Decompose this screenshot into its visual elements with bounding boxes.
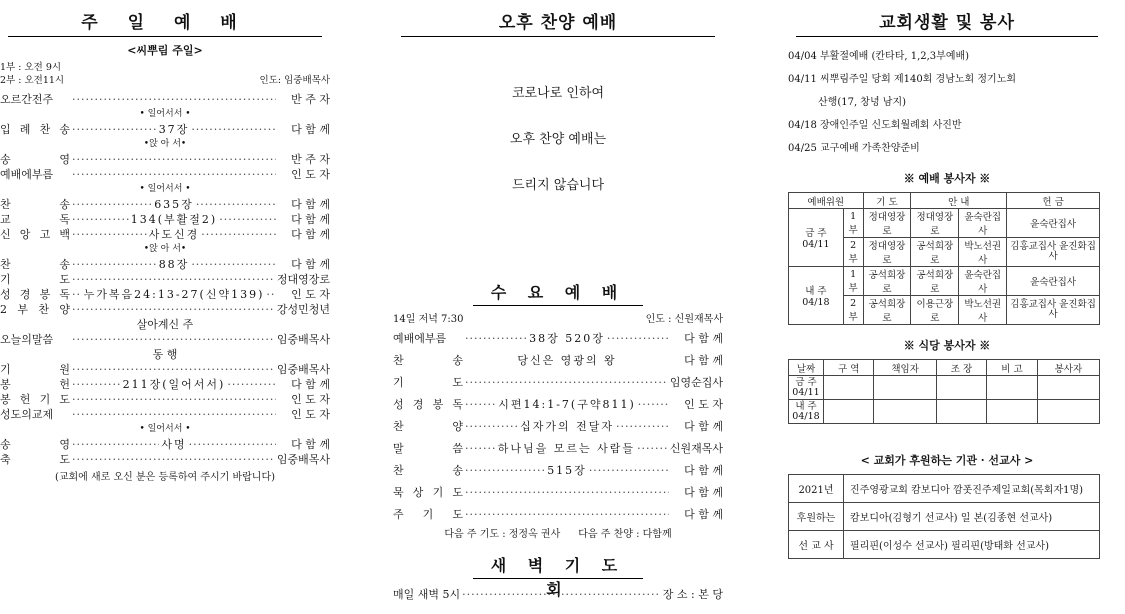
order-item [0, 227, 330, 242]
order-item-label: 기 도 [0, 273, 70, 286]
sunday-subtitle: <씨뿌림 주일> [127, 44, 203, 57]
order-item-label: 2 부 찬 양 [0, 303, 70, 316]
order-item-label: 찬 송 [393, 354, 463, 367]
order-item-person: 다 함 께 [684, 332, 723, 345]
wh-0: 예배위원 [789, 193, 864, 209]
mission-label: 2021년 [789, 475, 844, 503]
order-item-person: 다 함 께 [684, 420, 724, 433]
order-item [0, 152, 330, 167]
order-item-person: 임중배목사 [276, 363, 330, 376]
order-item-detail: 38장 520장 [529, 332, 605, 345]
next-praise: 다음 주 찬양 : 다함께 [578, 529, 672, 540]
posture-note: • 일어서서 • [139, 424, 191, 434]
order-item-label: 신 앙 고 백 [0, 228, 70, 241]
order-item-label: 찬 송 [0, 258, 70, 271]
order-item-person: 반 주 자 [291, 153, 330, 166]
afternoon-msg-3: 드리지 않습니다 [511, 178, 605, 193]
meal-cell [1037, 376, 1099, 400]
wr-cell: 이용근장로 [911, 296, 959, 325]
order-item-person: 정대영장로 [276, 273, 330, 286]
order-item [393, 350, 723, 372]
order-item-detail: 당신은 영광의 왕 [517, 354, 617, 367]
mission-title: < 교회가 후원하는 기관 · 선교사 > [860, 454, 1034, 467]
order-item-person: 반 주 자 [291, 93, 330, 106]
order-item-label: 기 도 [393, 376, 463, 389]
order-item-detail: 211장(일어서서) [122, 378, 226, 391]
meal-cell [1037, 400, 1099, 424]
order-item [393, 504, 723, 526]
order-item [0, 287, 330, 302]
order-item-detail: 시편14:1-7(구약811) [498, 398, 636, 411]
order-item [0, 197, 330, 212]
dawn-time: 매일 새벽 5시 [393, 588, 461, 601]
order-item-person: 다 함 께 [291, 258, 330, 271]
meal-cell [987, 376, 1037, 400]
order-item-person: 임중배목사 [276, 333, 330, 346]
order-item-label: 입 례 찬 송 [0, 123, 70, 136]
order-item-label: 예배에부름 [393, 332, 447, 345]
order-item [0, 302, 330, 317]
wr-cell: 박노선권사 [959, 296, 1007, 325]
order-item [0, 377, 330, 392]
wr-cell: 김홍교집사 윤진화집사 [1007, 296, 1100, 325]
wr-cell: 공석희장로 [863, 296, 911, 325]
order-item-person: 임영순집사 [669, 376, 723, 389]
order-item [393, 482, 723, 504]
meal-cell [874, 376, 936, 400]
order-item [393, 438, 723, 460]
order-item [0, 392, 330, 407]
order-item-label: 축 도 [0, 453, 70, 466]
order-item-label: 성 경 봉 독 [393, 398, 463, 411]
event-2: 산행(17, 창녕 남지) [818, 97, 907, 108]
order-item [393, 372, 723, 394]
wednesday-title: 수 요 예 배 [473, 281, 643, 306]
afternoon-column [393, 0, 723, 614]
meal-cell [936, 376, 986, 400]
order-item-person: 다 함 께 [684, 354, 723, 367]
order-item-label: 송 영 [0, 438, 70, 451]
mh-3: 조 장 [936, 360, 986, 376]
order-item-label: 봉 헌 기 도 [0, 393, 70, 406]
order-item-label: 오르간전주 [0, 93, 54, 106]
order-item-person: 다 함 께 [684, 464, 723, 477]
order-item-label: 성 경 봉 독 [0, 288, 70, 301]
order-item-label: 찬 양 [393, 420, 463, 433]
order-item [0, 437, 330, 452]
order-item-label: 송 영 [0, 153, 70, 166]
posture-note: • 일어서서 • [139, 109, 191, 119]
event-1: 04/11 씨뿌림주일 당회 제140회 경남노회 정기노회 [788, 74, 1017, 85]
order-item-detail: 635장 [154, 198, 194, 211]
sermon-title: 살아계신 주 [136, 318, 194, 331]
mission-text: 캄보디아(김형기 선교사) 일 본(김종현 선교사) [844, 503, 1100, 531]
wr-cell: 2부 [843, 238, 863, 267]
mh-5: 봉사자 [1037, 360, 1099, 376]
wr-date-0: 금 주 04/11 [789, 209, 844, 267]
order-item-person: 다 함 께 [684, 508, 723, 521]
order-item-label: 말 씀 [393, 442, 463, 455]
order-item [0, 92, 330, 107]
order-item-label: 봉 헌 [0, 378, 70, 391]
wr-cell: 1부 [843, 209, 863, 238]
order-item [0, 452, 330, 467]
order-item [393, 328, 723, 350]
sermon-title: 동 행 [152, 348, 178, 361]
order-item [393, 460, 723, 482]
wr-cell: 공석희장로 [911, 238, 959, 267]
wr-cell: 윤숙란집사 [959, 209, 1007, 238]
wednesday-time: 14일 저녁 7:30 [393, 314, 464, 325]
order-item-detail: 십자가의 전달자 [520, 420, 614, 433]
order-item-detail: 515장 [547, 464, 587, 477]
order-item-detail: 134(부활절2) [130, 213, 218, 226]
order-item-person: 다 함 께 [684, 486, 723, 499]
order-item-label: 묵 상 기 도 [393, 486, 463, 499]
meal-date-1: 내 주 04/18 [789, 400, 824, 424]
meal-date-0: 금 주 04/11 [789, 376, 824, 400]
sunday-leader: 인도: 임중배목사 [259, 75, 330, 86]
order-item-person: 인 도 자 [684, 398, 723, 411]
sunday-worship-title: 주 일 예 배 [8, 0, 322, 37]
wr-cell: 공석희장로 [863, 267, 911, 296]
mission-label: 선 교 사 [789, 531, 844, 559]
dawn-place: 장 소 : 본 당 [662, 588, 723, 601]
welcome-note: (교회에 새로 오신 분은 등록하여 주시기 바랍니다) [54, 472, 276, 483]
time-first: 1부 : 오전 9시 [0, 62, 62, 73]
meal-volunteers-title: ※ 식당 봉사자 ※ [903, 339, 991, 352]
afternoon-msg-2: 오후 찬양 예배는 [509, 132, 607, 147]
afternoon-msg-1: 코로나로 인하여 [511, 86, 605, 101]
wr-cell: 1부 [843, 267, 863, 296]
church-life-column [788, 0, 1106, 614]
wr-cell: 공석희장로 [911, 267, 959, 296]
order-item-person: 임중배목사 [276, 453, 330, 466]
meal-cell [936, 400, 986, 424]
meal-cell [824, 376, 874, 400]
order-item-label: 기 원 [0, 363, 70, 376]
wr-date-1: 내 주 04/18 [789, 267, 844, 325]
order-item [393, 394, 723, 416]
order-item-person: 다 함 께 [291, 198, 330, 211]
wednesday-order-list [393, 328, 723, 526]
wh-3: 헌 금 [1007, 193, 1100, 209]
order-item-person: 다 함 께 [291, 213, 330, 226]
order-item-detail: 하나님을 모르는 사람들 [497, 442, 636, 455]
mission-label: 후원하는 [789, 503, 844, 531]
order-item [0, 212, 330, 227]
order-item-label: 찬 송 [0, 198, 70, 211]
meal-cell [987, 400, 1037, 424]
order-item [0, 167, 330, 182]
wr-cell: 박노선권사 [959, 238, 1007, 267]
order-item-person: 인 도 자 [291, 168, 330, 181]
order-item-detail: 37장 [158, 123, 190, 136]
afternoon-title: 오후 찬양 예배 [401, 0, 715, 37]
order-item-person: 인 도 자 [291, 393, 330, 406]
mission-text: 필리핀(이성수 선교사) 필리핀(방태화 선교사) [844, 531, 1100, 559]
order-item-label: 예배에부름 [0, 168, 54, 181]
wr-cell: 윤숙란집사 [1007, 267, 1100, 296]
order-item-detail: 누가복음24:13-27(신약139) [83, 288, 265, 301]
mission-table [788, 474, 1100, 559]
wr-cell: 정대영장로 [863, 238, 911, 267]
mh-0: 날짜 [789, 360, 824, 376]
mh-1: 구 역 [824, 360, 874, 376]
wr-cell: 정대영장로 [863, 209, 911, 238]
posture-note: •앉 아 서• [143, 139, 187, 149]
order-item-detail: 사명 [161, 438, 187, 451]
event-4: 04/25 교구예배 가족찬양준비 [788, 143, 920, 154]
order-item [0, 257, 330, 272]
worship-volunteers-title: ※ 예배 봉사자 ※ [903, 172, 991, 185]
order-item [0, 272, 330, 287]
mh-4: 비 고 [987, 360, 1037, 376]
time-second: 2부 : 오전11시 [0, 75, 65, 86]
wr-cell: 정대영장로 [911, 209, 959, 238]
event-0: 04/04 부활절예배 (칸타타, 1,2,3부예배) [788, 51, 970, 62]
order-item [0, 332, 330, 347]
order-item-person: 신원재목사 [669, 442, 723, 455]
order-item-person: 다 함 께 [291, 438, 331, 451]
order-item-label: 성도의교제 [0, 408, 54, 421]
order-item-label: 오늘의말씀 [0, 333, 54, 346]
order-item-person: 다 함 께 [291, 123, 330, 136]
church-life-title: 교회생활 및 봉사 [796, 0, 1098, 37]
mh-2: 책임자 [874, 360, 936, 376]
order-item-person: 인 도 자 [291, 288, 330, 301]
wr-cell: 2부 [843, 296, 863, 325]
order-item-detail: 사도신경 [148, 228, 200, 241]
meal-cell [824, 400, 874, 424]
order-item-detail: 88장 [158, 258, 190, 271]
order-item-person: 강성민청년 [276, 303, 330, 316]
wr-cell: 윤숙란집사 [959, 267, 1007, 296]
order-item-label: 주 기 도 [393, 508, 463, 521]
wr-cell: 김홍교집사 윤진화집사 [1007, 238, 1100, 267]
order-item [393, 416, 723, 438]
order-item-person: 다 함 께 [291, 378, 330, 391]
meal-volunteers-table [788, 359, 1100, 424]
order-item-person: 다 함 께 [291, 228, 331, 241]
wednesday-leader: 인도 : 신원재목사 [645, 314, 723, 325]
sunday-worship-column [0, 0, 330, 614]
order-item-label: 교 독 [0, 213, 70, 226]
wh-2: 안 내 [911, 193, 1007, 209]
dawn-prayer-title: 새 벽 기 도 회 [473, 554, 643, 579]
order-item-label: 찬 송 [393, 464, 463, 477]
meal-cell [874, 400, 936, 424]
posture-note: • 일어서서 • [139, 184, 191, 194]
order-item [0, 122, 330, 137]
posture-note: •앉 아 서• [143, 244, 187, 254]
order-item-person: 인 도 자 [291, 408, 330, 421]
order-item [0, 407, 330, 422]
wh-1: 기 도 [863, 193, 911, 209]
wr-cell: 윤숙란집사 [1007, 209, 1100, 238]
sunday-order-list [0, 92, 330, 467]
next-prayer: 다음 주 기도 : 정정옥 권사 [444, 529, 561, 540]
mission-text: 진주영광교회 캄보디아 깜폿진주제일교회(목회자1명) [844, 475, 1100, 503]
event-3: 04/18 장애인주일 신도회월례회 사진반 [788, 120, 962, 131]
worship-volunteers-table [788, 192, 1100, 325]
order-item [0, 362, 330, 377]
